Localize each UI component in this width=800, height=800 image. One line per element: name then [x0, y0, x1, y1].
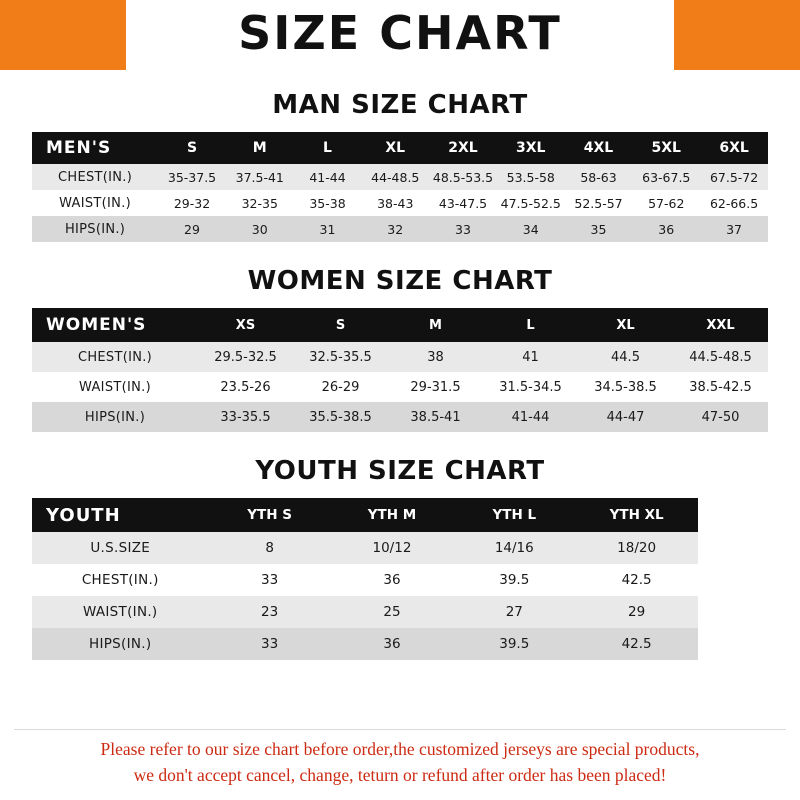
cell: 31.5-34.5 [483, 372, 578, 402]
table-row [32, 216, 768, 242]
column-header: 2XL [429, 132, 497, 164]
table-row [32, 628, 768, 660]
table-row [32, 532, 768, 564]
cell: 53.5-58 [497, 164, 565, 190]
cell: 34 [497, 216, 565, 242]
disclaimer-line-1: Please refer to our size chart before order,the customized jerseys are special products, [100, 738, 700, 759]
cell: 44-47 [578, 402, 673, 432]
cell: 18/20 [575, 532, 697, 564]
cell: 29 [575, 596, 697, 628]
cell: 38-43 [361, 190, 429, 216]
cell: 23 [208, 596, 330, 628]
cell: 62-66.5 [700, 190, 768, 216]
cell: 41-44 [483, 402, 578, 432]
divider [14, 729, 786, 730]
column-header: YTH S [208, 498, 330, 532]
cell: 33 [208, 564, 330, 596]
cell: 52.5-57 [565, 190, 633, 216]
column-header: 6XL [700, 132, 768, 164]
spacer-cell [698, 628, 768, 660]
table-row [32, 372, 768, 402]
cell: 33 [429, 216, 497, 242]
cell: 34.5-38.5 [578, 372, 673, 402]
cell: 36 [632, 216, 700, 242]
cell: 35-38 [294, 190, 362, 216]
cell: 57-62 [632, 190, 700, 216]
cell: 33-35.5 [198, 402, 293, 432]
youth-section-title: YOUTH SIZE CHART [255, 456, 545, 486]
cell: 29-31.5 [388, 372, 483, 402]
cell: 63-67.5 [632, 164, 700, 190]
men-size-table [32, 132, 768, 242]
men-section-title: MAN SIZE CHART [272, 90, 528, 120]
cell: 38 [388, 342, 483, 372]
column-header: L [483, 308, 578, 342]
cell: 39.5 [453, 628, 575, 660]
banner [0, 0, 800, 70]
column-header: S [158, 132, 226, 164]
column-header: M [226, 132, 294, 164]
cell: 41 [483, 342, 578, 372]
cell: 32.5-35.5 [293, 342, 388, 372]
row-label: U.S.SIZE [32, 532, 208, 564]
cell: 25 [331, 596, 453, 628]
column-header: WOMEN'S [32, 308, 198, 342]
column-header: YOUTH [32, 498, 208, 532]
cell: 38.5-42.5 [673, 372, 768, 402]
table-row [32, 402, 768, 432]
cell: 26-29 [293, 372, 388, 402]
cell: 29-32 [158, 190, 226, 216]
women-size-table [32, 308, 768, 432]
cell: 41-44 [294, 164, 362, 190]
table-row [32, 596, 768, 628]
row-label: WAIST(IN.) [32, 372, 198, 402]
cell: 35.5-38.5 [293, 402, 388, 432]
column-header: 5XL [632, 132, 700, 164]
spacer-cell [698, 564, 768, 596]
column-header: 4XL [565, 132, 633, 164]
table-header-row [32, 308, 768, 342]
row-label: HIPS(IN.) [32, 216, 158, 242]
column-header: XS [198, 308, 293, 342]
cell: 35-37.5 [158, 164, 226, 190]
page-title: SIZE CHART [238, 6, 562, 60]
cell: 27 [453, 596, 575, 628]
column-header: L [294, 132, 362, 164]
spacer-cell [698, 596, 768, 628]
cell: 35 [565, 216, 633, 242]
row-label: WAIST(IN.) [32, 596, 208, 628]
column-header: MEN'S [32, 132, 158, 164]
table-header-row [32, 498, 768, 532]
cell: 10/12 [331, 532, 453, 564]
youth-size-table [32, 498, 768, 660]
row-label: CHEST(IN.) [32, 564, 208, 596]
cell: 32 [361, 216, 429, 242]
cell: 42.5 [575, 564, 697, 596]
row-label: CHEST(IN.) [32, 164, 158, 190]
cell: 36 [331, 628, 453, 660]
cell: 36 [331, 564, 453, 596]
row-label: HIPS(IN.) [32, 402, 198, 432]
column-header: YTH L [453, 498, 575, 532]
cell: 8 [208, 532, 330, 564]
cell: 47-50 [673, 402, 768, 432]
table-row [32, 342, 768, 372]
cell: 29.5-32.5 [198, 342, 293, 372]
column-header: YTH XL [575, 498, 697, 532]
cell: 32-35 [226, 190, 294, 216]
cell: 29 [158, 216, 226, 242]
disclaimer-note [0, 736, 800, 789]
table-row [32, 190, 768, 216]
cell: 23.5-26 [198, 372, 293, 402]
cell: 37.5-41 [226, 164, 294, 190]
cell: 67.5-72 [700, 164, 768, 190]
spacer-cell [698, 532, 768, 564]
column-header: 3XL [497, 132, 565, 164]
table-row [32, 564, 768, 596]
cell: 37 [700, 216, 768, 242]
cell: 30 [226, 216, 294, 242]
table-header-row [32, 132, 768, 164]
column-header: YTH M [331, 498, 453, 532]
column-header: S [293, 308, 388, 342]
cell: 43-47.5 [429, 190, 497, 216]
women-section-title: WOMEN SIZE CHART [247, 266, 553, 296]
column-header: XL [578, 308, 673, 342]
cell: 14/16 [453, 532, 575, 564]
column-header: XL [361, 132, 429, 164]
column-header: M [388, 308, 483, 342]
table-row [32, 164, 768, 190]
banner-inner [126, 0, 674, 70]
cell: 44-48.5 [361, 164, 429, 190]
cell: 31 [294, 216, 362, 242]
row-label: WAIST(IN.) [32, 190, 158, 216]
cell: 47.5-52.5 [497, 190, 565, 216]
disclaimer-line-2: we don't accept cancel, change, teturn or refund after order has been placed! [133, 764, 667, 785]
row-label: HIPS(IN.) [32, 628, 208, 660]
row-label: CHEST(IN.) [32, 342, 198, 372]
cell: 38.5-41 [388, 402, 483, 432]
cell: 39.5 [453, 564, 575, 596]
cell: 44.5-48.5 [673, 342, 768, 372]
column-header: XXL [673, 308, 768, 342]
cell: 58-63 [565, 164, 633, 190]
spacer-cell [698, 498, 768, 532]
cell: 42.5 [575, 628, 697, 660]
cell: 33 [208, 628, 330, 660]
cell: 44.5 [578, 342, 673, 372]
cell: 48.5-53.5 [429, 164, 497, 190]
